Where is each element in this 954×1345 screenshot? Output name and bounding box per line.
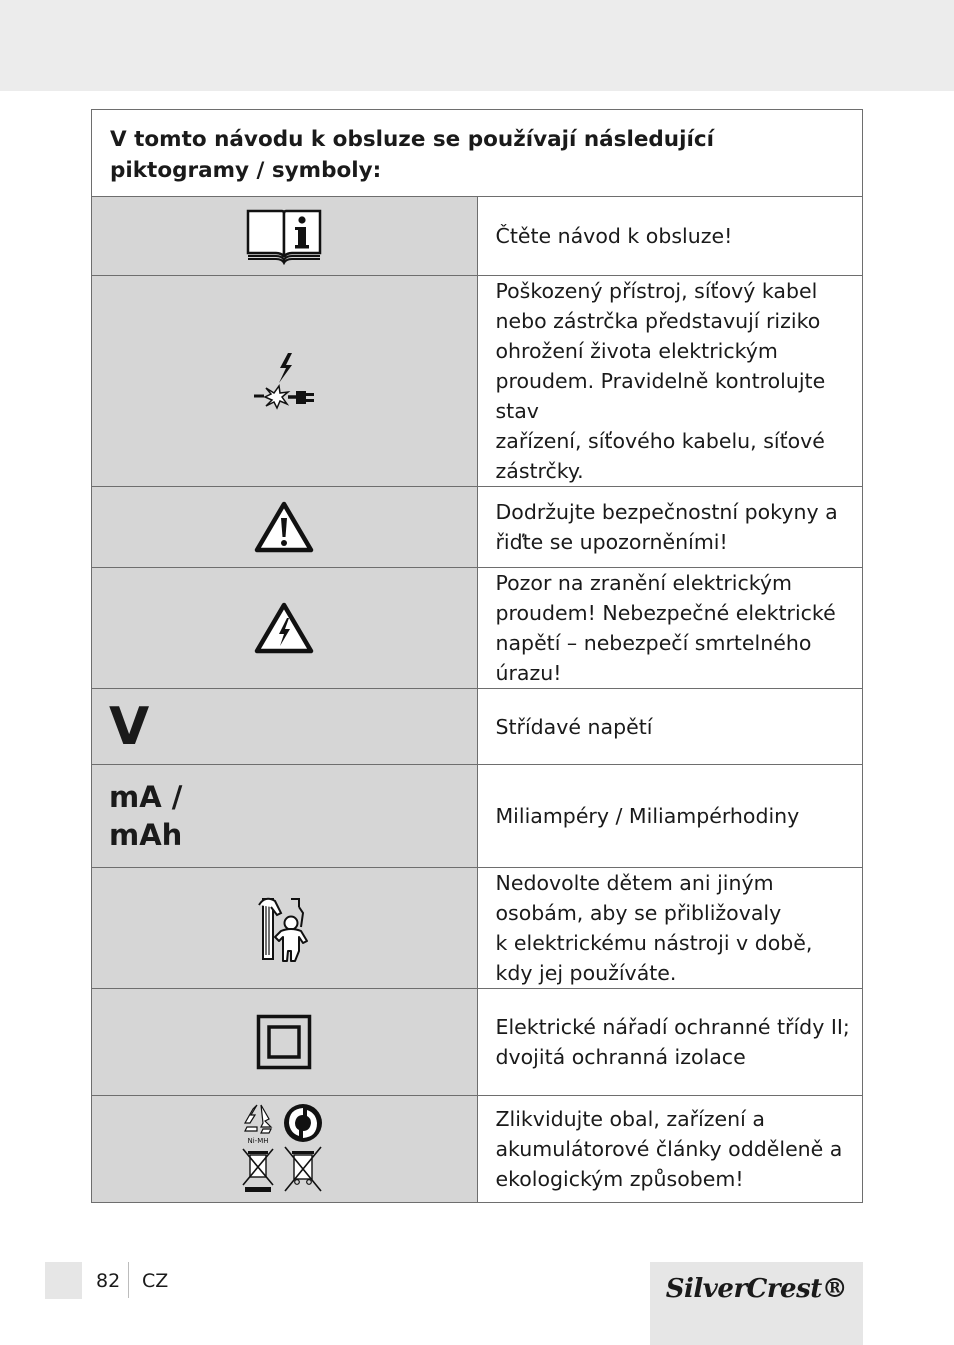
read-manual-icon [246, 207, 322, 265]
recycle-arrows-icon [245, 1105, 271, 1133]
icon-cell [92, 765, 478, 868]
description-line: Nedovolte dětem ani jiným osobám, aby se přibližovaly [495, 871, 782, 925]
description-cell [477, 568, 863, 689]
nimh-label: Ni-MH [247, 1137, 269, 1145]
table-row [92, 276, 863, 487]
icon-cell [92, 989, 478, 1096]
table-row [92, 868, 863, 989]
milliampere-symbol-line-2: mAh [109, 818, 183, 852]
brand-box [650, 1262, 863, 1345]
language-code: CZ [142, 1270, 169, 1292]
crossed-bin-icon [243, 1149, 273, 1192]
icon-cell [92, 276, 478, 487]
green-dot-icon [284, 1104, 322, 1142]
table-header-line-1: V tomto návodu k obsluze se používají následující [110, 127, 714, 152]
description-line: Čtěte návod k obsluze! [495, 224, 733, 248]
icon-cell [92, 197, 478, 276]
description-cell [477, 197, 863, 276]
table-row [92, 989, 863, 1096]
description-line: ekologickým způsobem! [495, 1167, 744, 1191]
table-row [92, 765, 863, 868]
table-row [92, 568, 863, 689]
description-line: napětí – nebezpečí smrtelného úrazu! [495, 631, 812, 685]
icon-cell [92, 487, 478, 568]
description-cell [477, 1096, 863, 1203]
milliampere-symbol-line-1: mA / [109, 780, 183, 814]
description-line: k elektrickému nástroji v době, kdy jej používáte. [495, 931, 813, 985]
top-band [0, 0, 954, 91]
table-header-cell [92, 110, 863, 197]
damaged-plug-icon [252, 351, 316, 411]
description-line: Pozor na zranění elektrickým proudem! Nebezpečné elektrické [495, 571, 836, 625]
description-cell [477, 689, 863, 765]
description-cell [477, 765, 863, 868]
description-line: zařízení, síťového kabelu, síťové zástrčky. [495, 429, 825, 483]
table-row [92, 689, 863, 765]
table-header-row [92, 110, 863, 197]
table-row [92, 487, 863, 568]
warning-triangle-icon [254, 501, 314, 553]
page-number: 82 [96, 1270, 121, 1292]
description-line: Poškozený přístroj, síťový kabel nebo zástrčka představují riziko [495, 279, 821, 333]
footer-marker [45, 1262, 82, 1299]
footer-divider [128, 1262, 129, 1298]
table-row [92, 197, 863, 276]
description-cell [477, 276, 863, 487]
table-header-line-2: piktogramy / symboly: [110, 158, 382, 183]
keep-children-away-icon [255, 893, 313, 963]
brand-logo: SilverCrest® [665, 1274, 848, 1304]
table-row [92, 1096, 863, 1203]
icon-cell [92, 689, 478, 765]
description-line: ohrožení života elektrickým proudem. Pravidelně kontrolujte stav [495, 339, 826, 423]
icon-cell [92, 868, 478, 989]
description-line: Elektrické nářadí ochranné třídy II; dvojitá ochranná izolace [495, 1015, 850, 1069]
crossed-bin-icon [285, 1147, 321, 1191]
voltage-symbol: V [109, 696, 150, 757]
description-line: Dodržujte bezpečnostní pokyny a řiďte se upozorněními! [495, 500, 838, 554]
symbols-table [91, 109, 863, 1203]
electric-hazard-icon [254, 602, 314, 654]
icon-cell [92, 568, 478, 689]
recycling-disposal-icon [241, 1103, 327, 1195]
description-cell [477, 989, 863, 1096]
protection-class-ii-icon [256, 1014, 312, 1070]
description-line: Zlikvidujte obal, zařízení a akumulátorové články odděleně a [495, 1107, 843, 1161]
description-cell [477, 868, 863, 989]
icon-cell [92, 1096, 478, 1203]
description-line: Střídavé napětí [495, 714, 653, 739]
description-cell [477, 487, 863, 568]
description-line: Miliampéry / Miliampérhodiny [495, 804, 800, 828]
